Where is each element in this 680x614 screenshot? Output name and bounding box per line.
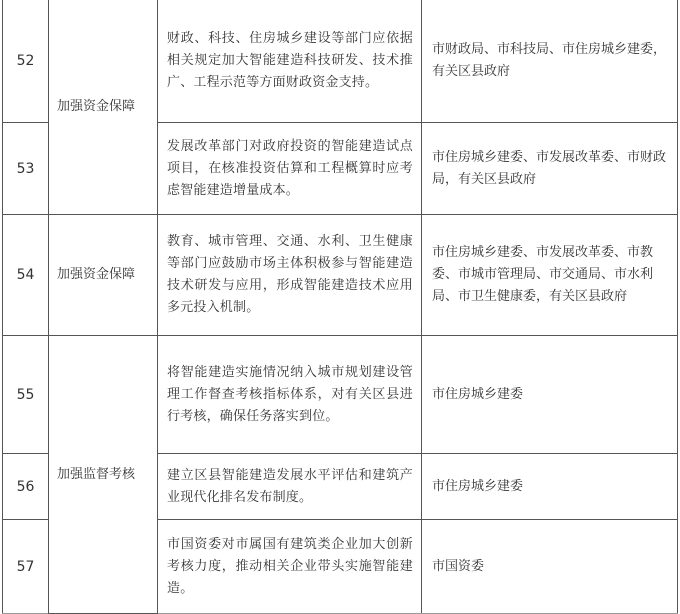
row-number: 53 bbox=[3, 123, 49, 215]
measure-cell: 教育、城市管理、交通、水利、卫生健康等部门应鼓励市场主体积极参与智能建造技术研发与应用，形成智能建造技术应用多元投入机制。 bbox=[158, 215, 422, 336]
department-cell: 市住房城乡建委、市发展改革委、市教委、市城市管理局、市交通局、市水利局、市卫生健康委，有关区县政府 bbox=[422, 215, 678, 336]
table-row bbox=[3, 336, 678, 454]
category-cell: 加强资金保障 bbox=[49, 0, 158, 215]
department-cell: 市住房城乡建委 bbox=[422, 454, 678, 520]
category-cell: 加强资金保障 bbox=[49, 215, 158, 336]
table-row bbox=[3, 0, 678, 123]
row-number: 52 bbox=[3, 0, 49, 123]
measure-cell: 财政、科技、住房城乡建设等部门应依据相关规定加大智能建造科技研发、技术推广、工程示范等方面财政资金支持。 bbox=[158, 0, 422, 123]
category-cell: 加强监督考核 bbox=[49, 336, 158, 614]
policy-table bbox=[2, 0, 678, 614]
department-cell: 市财政局、市科技局、市住房城乡建委，有关区县政府 bbox=[422, 0, 678, 123]
department-cell: 市住房城乡建委 bbox=[422, 336, 678, 454]
row-number: 57 bbox=[3, 520, 49, 614]
measure-cell: 市国资委对市属国有建筑类企业加大创新考核力度，推动相关企业带头实施智能建造。 bbox=[158, 520, 422, 614]
department-cell: 市国资委 bbox=[422, 520, 678, 614]
measure-cell: 将智能建造实施情况纳入城市规划建设管理工作督查考核指标体系，对有关区县进行考核，确保任务落实到位。 bbox=[158, 336, 422, 454]
measure-cell: 发展改革部门对政府投资的智能建造试点项目，在核准投资估算和工程概算时应考虑智能建造增量成本。 bbox=[158, 123, 422, 215]
table-row bbox=[3, 215, 678, 336]
measure-cell: 建立区县智能建造发展水平评估和建筑产业现代化排名发布制度。 bbox=[158, 454, 422, 520]
department-cell: 市住房城乡建委、市发展改革委、市财政局，有关区县政府 bbox=[422, 123, 678, 215]
row-number: 56 bbox=[3, 454, 49, 520]
row-number: 54 bbox=[3, 215, 49, 336]
row-number: 55 bbox=[3, 336, 49, 454]
